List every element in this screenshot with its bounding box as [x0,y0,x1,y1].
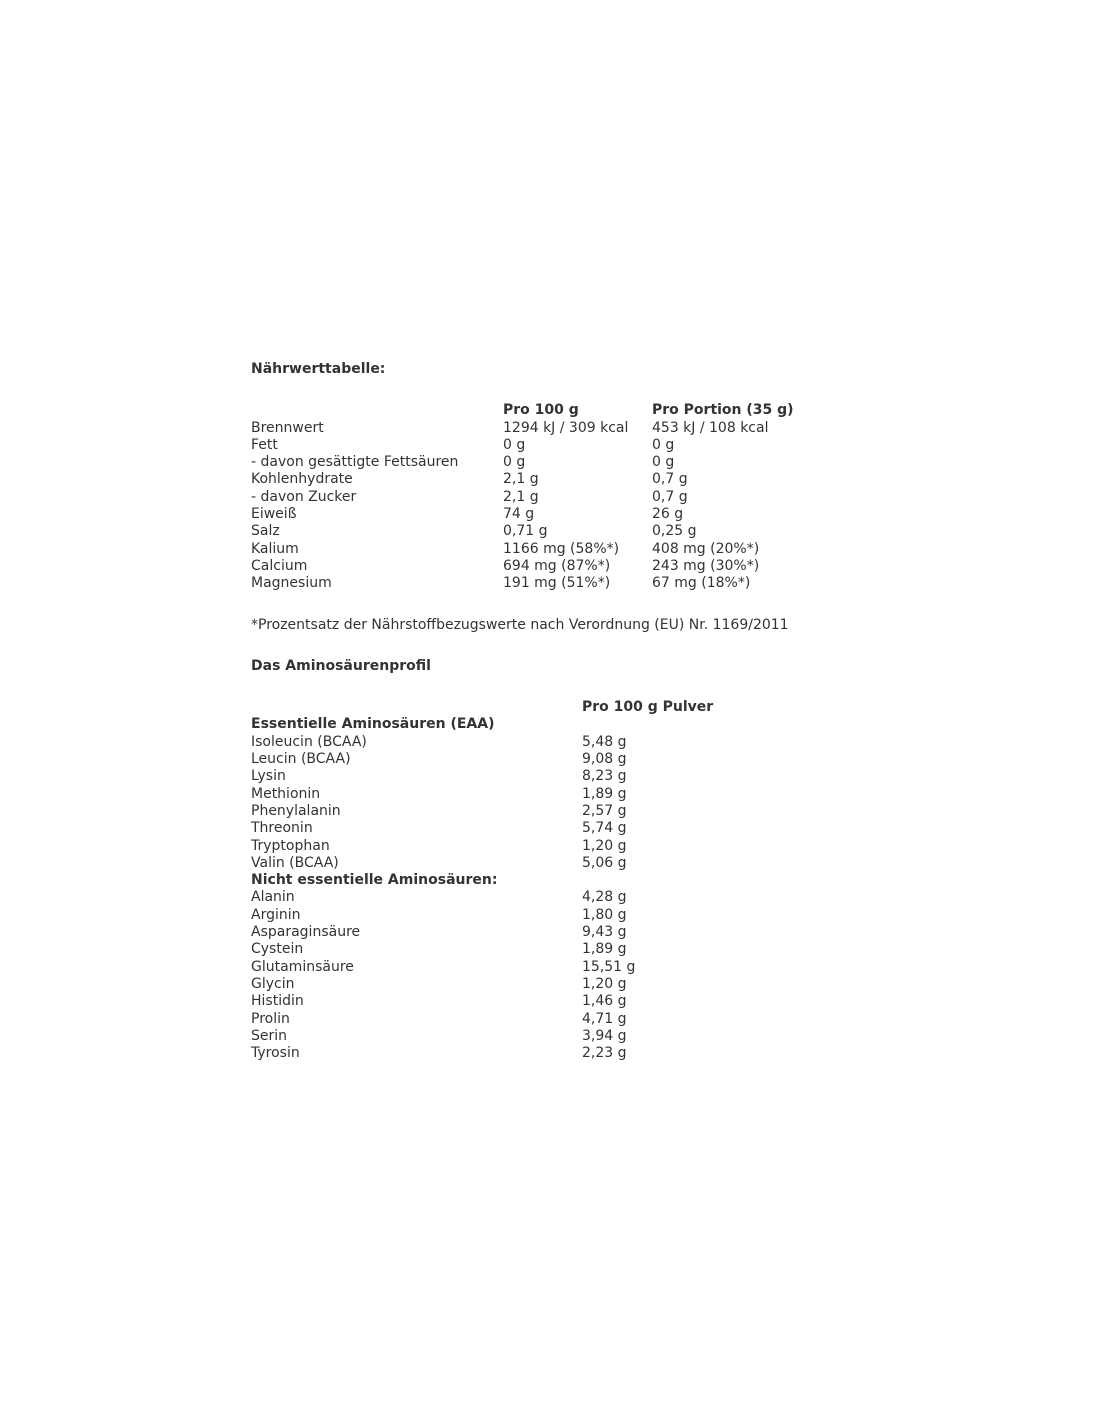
nutrition-per-portion: 408 mg (20%*) [652,540,760,557]
amino-value: 2,57 g [582,802,627,819]
nutrition-row [251,471,891,488]
amino-value: 2,23 g [582,1045,627,1062]
nutrition-per100: 694 mg (87%*) [503,557,611,574]
nutrition-per-portion: 0,25 g [652,523,697,540]
amino-label: Leucin (BCAA) [251,751,351,768]
amino-row [251,976,891,993]
nutrition-per-portion: 243 mg (30%*) [652,557,760,574]
amino-label: Valin (BCAA) [251,854,339,871]
amino-label: Isoleucin (BCAA) [251,733,367,750]
amino-row [251,907,891,924]
amino-nonessential-list [251,889,891,1062]
amino-label: Histidin [251,993,304,1010]
amino-value: 9,08 g [582,751,627,768]
amino-value: 1,46 g [582,993,627,1010]
amino-value: 9,43 g [582,924,627,941]
spacer [251,378,891,402]
amino-value: 3,94 g [582,1027,627,1044]
nutrition-label: - davon gesättigte Fettsäuren [251,454,459,471]
amino-essential-title: Essentielle Aminosäuren (EAA) [251,716,495,733]
nutrition-label: Calcium [251,557,308,574]
nutrition-per-portion: 0 g [652,436,675,453]
amino-label: Prolin [251,1010,290,1027]
amino-value: 1,89 g [582,941,627,958]
amino-row [251,993,891,1010]
amino-row [251,734,891,751]
nutrition-row [251,454,891,471]
amino-label: Serin [251,1027,288,1044]
amino-row [251,803,891,820]
spacer [251,675,891,699]
amino-header-per100: Pro 100 g Pulver [582,699,714,716]
amino-row [251,838,891,855]
amino-label: Lysin [251,768,286,785]
amino-value: 5,06 g [582,854,627,871]
nutrition-row [251,489,891,506]
amino-value: 8,23 g [582,768,627,785]
nutrition-per-portion: 67 mg (18%*) [652,575,751,592]
document-body [251,361,891,1062]
amino-label: Alanin [251,889,295,906]
amino-label: Glutaminsäure [251,958,354,975]
amino-value: 1,89 g [582,785,627,802]
amino-row [251,768,891,785]
nutrition-label: Magnesium [251,575,332,592]
amino-profile-title: Das Aminosäurenprofil [251,657,431,674]
amino-label: Methionin [251,785,321,802]
nutrition-per100: 191 mg (51%*) [503,575,611,592]
nutrition-label: Kohlenhydrate [251,471,353,488]
amino-row [251,855,891,872]
amino-row [251,959,891,976]
nutrition-per100: 1166 mg (58%*) [503,540,620,557]
amino-label: Threonin [251,820,313,837]
amino-label: Asparaginsäure [251,924,361,941]
amino-value: 1,20 g [582,837,627,854]
amino-label: Cystein [251,941,304,958]
nutrition-per100: 0 g [503,454,526,471]
amino-value: 4,71 g [582,1010,627,1027]
nutrition-header-per100: Pro 100 g [503,402,579,419]
amino-essential-list [251,734,891,872]
nutrition-row [251,575,891,592]
nutrition-per-portion: 453 kJ / 108 kcal [652,419,769,436]
amino-value: 1,20 g [582,975,627,992]
nutrition-header-per-portion: Pro Portion (35 g) [652,402,794,419]
amino-value: 15,51 g [582,958,636,975]
amino-row [251,1045,891,1062]
amino-label: Tryptophan [251,837,330,854]
nutrition-row [251,523,891,540]
amino-row [251,889,891,906]
amino-row [251,924,891,941]
amino-essential-title-row [251,716,891,733]
nutrition-label: Kalium [251,540,299,557]
amino-row [251,941,891,958]
nutrition-label: - davon Zucker [251,488,357,505]
amino-nonessential-title: Nicht essentielle Aminosäuren: [251,872,498,889]
amino-row [251,751,891,768]
nutrition-table-title: Nährwerttabelle: [251,361,386,377]
nutrition-label: Brennwert [251,419,324,436]
nutrition-row [251,420,891,437]
nutrition-row [251,558,891,575]
amino-label: Arginin [251,906,301,923]
nutrition-label: Salz [251,523,280,540]
spacer [251,593,891,617]
nutrition-label: Eiweiß [251,506,297,523]
nutrition-row [251,437,891,454]
amino-label: Tyrosin [251,1045,300,1062]
nutrition-per100: 2,1 g [503,488,539,505]
nutrition-per-portion: 0 g [652,454,675,471]
nutrition-row [251,506,891,523]
nutrition-per-portion: 0,7 g [652,488,688,505]
amino-value: 4,28 g [582,889,627,906]
amino-header-row [251,699,891,716]
amino-row [251,820,891,837]
nutrition-per100: 74 g [503,506,535,523]
nutrition-per-portion: 26 g [652,506,684,523]
amino-row [251,1028,891,1045]
spacer [251,634,891,658]
nutrition-row [251,541,891,558]
amino-label: Phenylalanin [251,802,341,819]
nutrition-header-row [251,402,891,419]
amino-row [251,786,891,803]
nutrition-per100: 1294 kJ / 309 kcal [503,419,629,436]
amino-value: 1,80 g [582,906,627,923]
nutrition-per100: 0 g [503,436,526,453]
amino-value: 5,48 g [582,733,627,750]
nutrition-rows [251,420,891,593]
nutrition-label: Fett [251,436,278,453]
nutrition-per100: 0,71 g [503,523,548,540]
nutrition-per-portion: 0,7 g [652,471,688,488]
nutrition-footnote: *Prozentsatz der Nährstoffbezugswerte nach Verordnung (EU) Nr. 1169/2011 [251,616,789,633]
amino-row [251,1011,891,1028]
amino-nonessential-title-row [251,872,891,889]
nutrition-per100: 2,1 g [503,471,539,488]
amino-label: Glycin [251,975,295,992]
amino-value: 5,74 g [582,820,627,837]
